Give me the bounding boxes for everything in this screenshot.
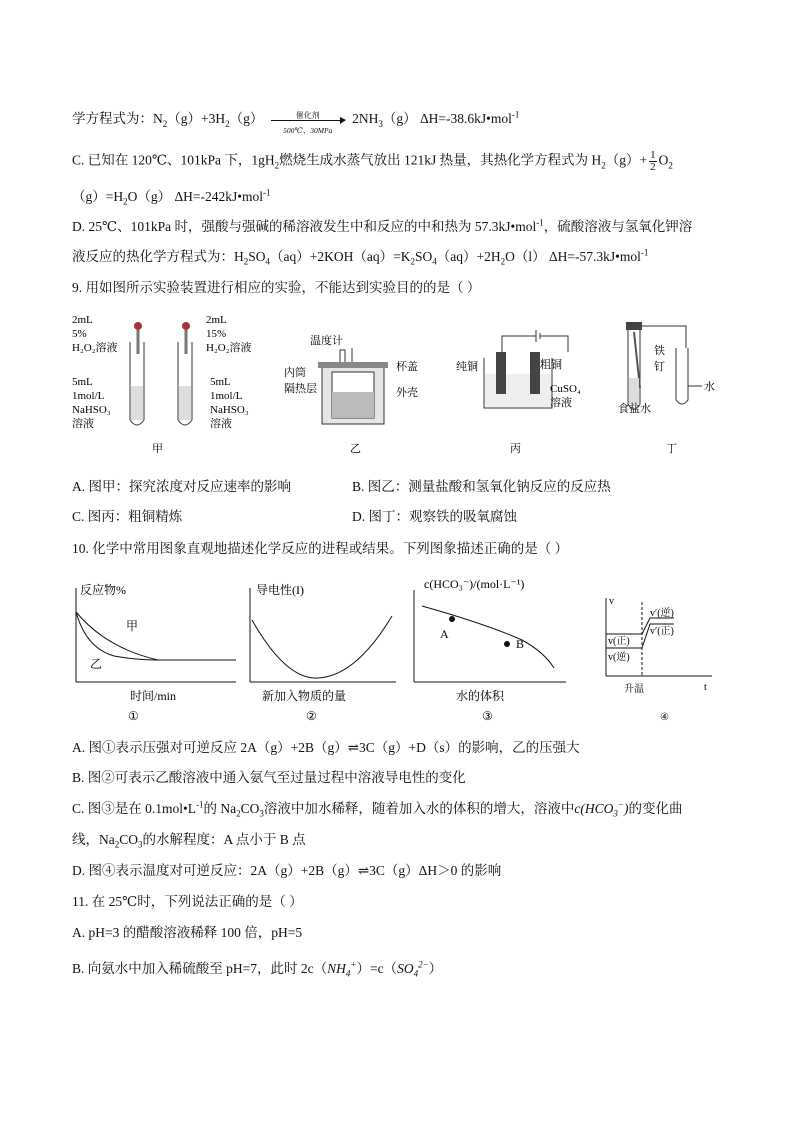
- text: O（l） ΔH=-57.3kJ•mol: [505, 249, 641, 264]
- text: C. 图③是在 0.1mol•L: [72, 801, 196, 816]
- q10-option-a: A. 图①表示压强对可逆反应 2A（g）+2B（g）⇌3C（g）+D（s）的影响，乙的压强大: [72, 740, 580, 755]
- reaction-arrow: [271, 107, 345, 133]
- label: 粗铜: [540, 359, 562, 371]
- text: （aq）+2H: [436, 249, 501, 264]
- q10-option-c-line2: 线，$Na_2CO_3$的水解程度：A 点小于 B 点: [72, 832, 306, 850]
- formula: $SO_4^{2-}$: [397, 959, 429, 979]
- x-label: 水的体积: [456, 689, 505, 703]
- text: 2NH: [352, 111, 379, 127]
- text: B. 向氨水中加入稀硫酸至 pH=7，此时 2c（: [72, 961, 328, 976]
- graph-number: ①: [128, 709, 139, 723]
- series-label: v′(逆): [650, 608, 674, 619]
- fraction: $\frac{1}{2}$: [650, 149, 656, 173]
- label: 温度计: [310, 335, 343, 347]
- condition-label: 500℃、30MPa: [283, 126, 333, 135]
- series-label: v′(正): [650, 626, 674, 637]
- axis-label: v: [609, 596, 614, 607]
- text: 线，Na: [72, 832, 115, 847]
- text: （g）+3H: [167, 111, 226, 127]
- text: SO: [414, 249, 433, 264]
- graph-2: [250, 582, 396, 723]
- graph-3: [414, 577, 566, 723]
- label: 溶液: [72, 418, 94, 430]
- caption: 甲: [152, 443, 163, 455]
- dropper-bulb-icon: [134, 322, 142, 330]
- text: 溶液中加水稀释，随着加入水的体积的增大，溶液中: [263, 801, 575, 816]
- q9-option-c: C. 图丙：粗铜精炼: [72, 509, 183, 524]
- y-label: c(HCO₃⁻)/(mol·L⁻¹): [424, 577, 525, 591]
- text: ）=c（: [356, 961, 398, 976]
- axis-label: t: [704, 682, 707, 693]
- q9-apparatus-figure: [70, 308, 730, 458]
- point-label: B: [516, 637, 525, 651]
- label: 5mL: [210, 376, 231, 388]
- text: 液反应的热化学方程式为：H: [72, 249, 244, 264]
- graph-1: [76, 582, 236, 723]
- text: C. 已知在 120℃、101kPa 下，1gH: [72, 152, 275, 168]
- text: O: [658, 152, 669, 168]
- label: 隔热层: [284, 383, 317, 395]
- text: （g）: [229, 111, 264, 127]
- q9-option-d: D. 图丁：观察铁的吸氧腐蚀: [352, 509, 517, 524]
- q11-option-b: [72, 960, 442, 978]
- text: ，硫酸溶液与氢氧化钾溶: [543, 219, 693, 234]
- text: （g） ΔH=-38.6kJ•mol: [382, 111, 512, 127]
- q9-option-b: B. 图乙：测量盐酸和氢氧化钠反应的反应热: [352, 479, 611, 494]
- graph-number: ③: [482, 709, 493, 723]
- text: （g）=H: [72, 189, 124, 204]
- dropper-bulb-icon: [182, 322, 190, 330]
- q11-option-a: A. pH=3 的醋酸溶液稀释 100 倍，pH=5: [72, 925, 303, 940]
- graph-4: [606, 596, 712, 723]
- text: （g）+: [605, 152, 648, 168]
- text: D. 25℃、101kPa 时，强酸与强碱的稀溶液发生中和反应的中和热为 57.3kJ•mol: [72, 219, 537, 234]
- q10-option-c-line1: C. 图③是在 $0.1mol•L^{-1}$的 $Na_2CO_3$溶液中加水稀释，随着加入水的体积的增大，溶液中$c(HCO_3^-)$的变化曲: [72, 799, 683, 819]
- caption: 乙: [350, 443, 361, 455]
- q8-option-c-line2: $(g)=H_2O(g)$ ΔH=-242kJ•mol$^{-1}$: [72, 187, 271, 207]
- figure-ding: [618, 322, 715, 455]
- series-label: 甲: [126, 619, 139, 633]
- text: CO: [119, 832, 139, 847]
- q10-option-d: D. 图④表示温度对可逆反应：2A（g）+2B（g）⇌3C（g）ΔH＞0 的影响: [72, 863, 502, 878]
- q10-graphs: [66, 568, 736, 726]
- graph-number: ②: [306, 709, 317, 723]
- series-label: v(正): [608, 636, 630, 647]
- caption: 丁: [666, 443, 677, 455]
- label: 食盐水: [618, 403, 651, 415]
- q8-option-d-line2: 液反应的热化学方程式为：$H_2SO_4(aq)+2KOH(aq)=K_2SO_4(aq)+2H_2O(l)$ ΔH=-57.3kJ•mol$^{-1}$: [72, 247, 649, 267]
- label: NaHSO₃: [72, 404, 111, 416]
- text: SO: [248, 249, 266, 264]
- point-label: A: [440, 627, 449, 641]
- text: 燃烧生成水蒸气放出 121kJ 热量，其热化学方程式为 H: [279, 152, 602, 168]
- label: 水: [704, 381, 715, 393]
- label: CuSO₄: [550, 383, 581, 395]
- text: 的 Na: [203, 801, 237, 816]
- label: 杯盖: [396, 361, 418, 373]
- formula: $NH_4^+$: [327, 959, 357, 979]
- text: 的变化曲: [628, 801, 683, 816]
- text: 的水解程度：A 点小于 B 点: [142, 832, 306, 847]
- x-label: 新加入物质的量: [262, 689, 347, 703]
- text: （aq）+2KOH（aq）=K: [270, 249, 411, 264]
- y-label: 导电性(I): [256, 583, 304, 597]
- series-label: 乙: [90, 657, 103, 671]
- q11-stem: 11. 在 25℃时，下列说法正确的是（ ）: [72, 894, 303, 909]
- text: O（g） ΔH=-242kJ•mol: [127, 189, 264, 204]
- q10-option-b: B. 图②可表示乙酸溶液中通入氨气至过量过程中溶液导电性的变化: [72, 770, 466, 785]
- label: NaHSO₃: [210, 404, 249, 416]
- q9-stem: 9. 用如图所示实验装置进行相应的实验，不能达到实验目的的是（ ）: [72, 280, 481, 295]
- label: 2mL: [206, 314, 227, 326]
- q10-stem: 10. 化学中常用图象直观地描述化学反应的进程或结果。下列图象描述正确的是（ ）: [72, 541, 569, 556]
- q8-option-d-line1: D. 25℃、101kPa 时，强酸与强碱的稀溶液发生中和反应的中和热为 57.3kJ•mol$^{-1}$，硫酸溶液与氢氧化钾溶: [72, 217, 693, 234]
- label: 5mL: [72, 376, 93, 388]
- catalyst-label: 催化剂: [295, 111, 320, 120]
- q8-option-c-line1: C. 已知在 120℃、101kPa 下，$1gH_2$燃烧生成水蒸气放出 121kJ 热量，其热化学方程式为 $H_2(g)+$ $\frac{1}{2}$ $O_2$: [72, 149, 673, 173]
- label: 纯铜: [456, 361, 478, 373]
- label: H₂O₂溶液: [72, 342, 118, 354]
- text: 学方程式为：N: [72, 111, 163, 127]
- label: 1mol/L: [72, 390, 105, 402]
- figure-bing: [456, 330, 581, 455]
- formula: $c(HCO_3^-)$: [574, 799, 629, 819]
- label: 钉: [654, 361, 665, 373]
- label: 溶液: [210, 418, 232, 430]
- label: 2mL: [72, 314, 93, 326]
- x-label: 升温: [624, 684, 644, 695]
- label: 1mol/L: [210, 390, 243, 402]
- label: 铁: [654, 345, 665, 357]
- y-label: 反应物%: [80, 583, 126, 597]
- text: CO: [240, 801, 260, 816]
- text: ）: [428, 961, 443, 976]
- label: 内筒: [284, 367, 306, 379]
- x-label: 时间/min: [130, 689, 177, 703]
- q9-option-a: A. 图甲：探究浓度对反应速率的影响: [72, 479, 291, 494]
- figure-yi: [284, 333, 418, 455]
- label: 5%: [72, 328, 87, 340]
- caption: 丙: [510, 443, 521, 455]
- label: 15%: [206, 328, 227, 340]
- graph-number: ④: [660, 712, 669, 723]
- label: 外壳: [396, 387, 418, 399]
- label: 溶液: [550, 397, 572, 409]
- figure-jia: [72, 314, 252, 455]
- label: H₂O₂溶液: [206, 342, 252, 354]
- q8-option-b-line: 学方程式为：$N_2(g)+3H_2(g)$ 催化剂 500℃、30MPa $2NH_3(g)$ ΔH=-38.6kJ•mol$^{-1}$: [72, 107, 519, 133]
- series-label: v(逆): [608, 652, 630, 663]
